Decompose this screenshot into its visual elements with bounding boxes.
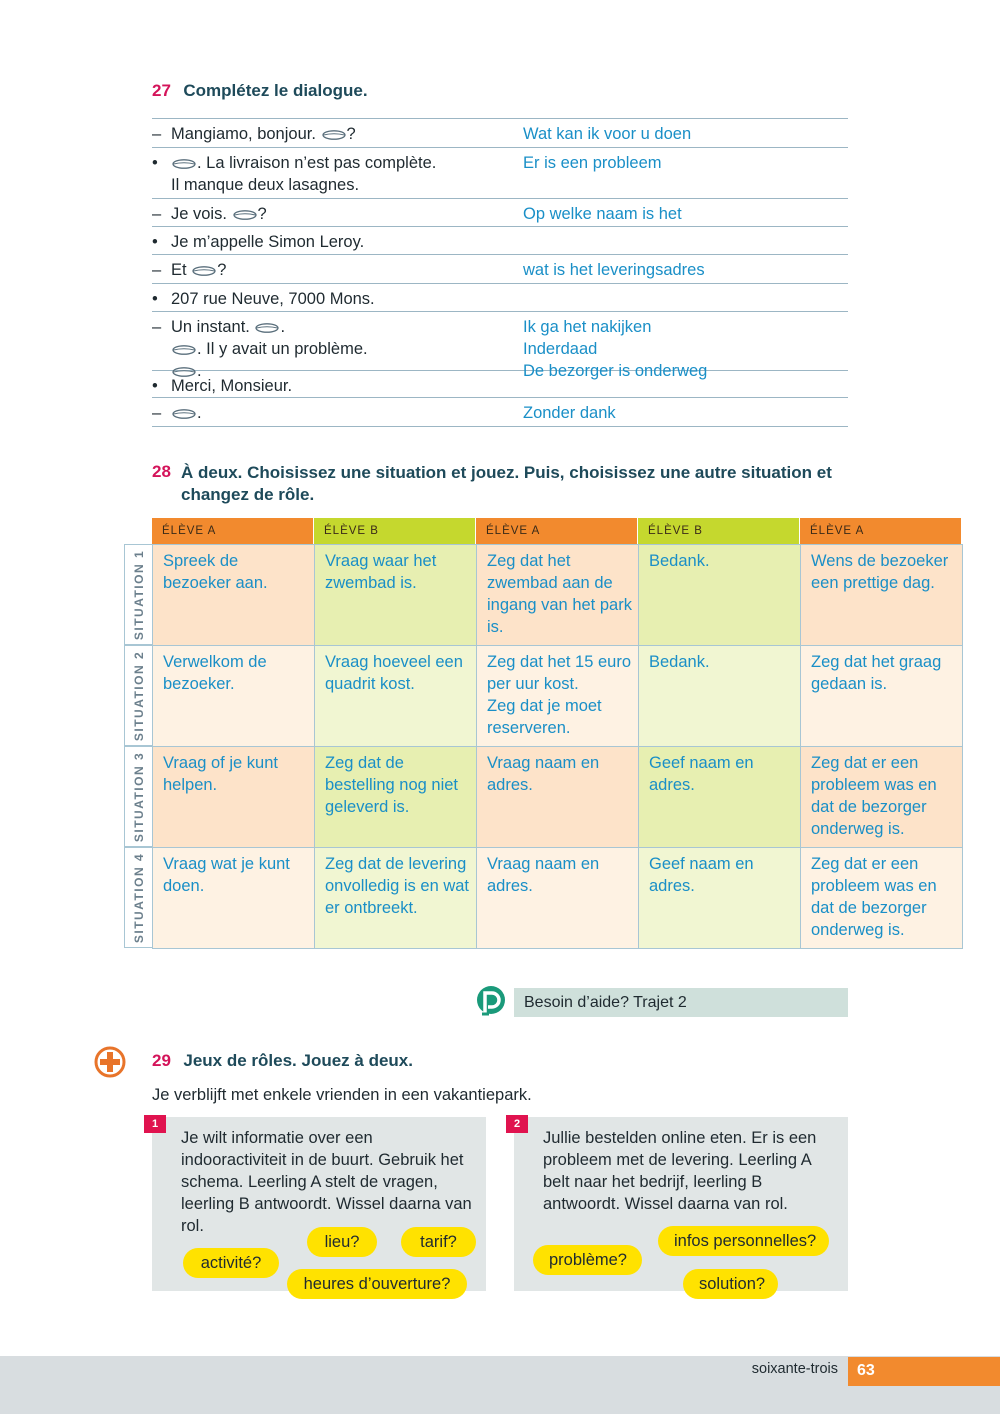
role-cell-text: Zeg dat het 15 euro per uur kost. — [487, 653, 632, 693]
exercise-title-line2: changez de rôle. — [181, 485, 315, 504]
dialogue-table — [152, 118, 848, 427]
dialogue-text: Mangiamo, bonjour. ? — [171, 125, 356, 143]
exercise-28-heading — [152, 462, 852, 506]
situation-label-text: SITUATION 2 — [131, 650, 146, 741]
prompt-bubble: tarif? — [401, 1227, 476, 1257]
role-cell — [152, 847, 315, 949]
column-header: ÉLÈVE B — [314, 518, 476, 544]
dash-marker: – — [152, 125, 162, 143]
dialogue-text: . — [152, 402, 512, 424]
answer-text: Ik ga het nakijken — [523, 318, 652, 336]
situation-label-text: SITUATION 3 — [131, 751, 146, 842]
role-cell — [152, 746, 315, 848]
role-cell — [476, 645, 639, 747]
situation-label-text: SITUATION 4 — [131, 852, 146, 943]
dialogue-text: . — [152, 360, 512, 382]
lips-icon — [322, 130, 346, 140]
page-number-words: soixante-trois — [751, 1361, 838, 1377]
exercise-27-heading — [152, 81, 368, 101]
dialogue-row — [152, 119, 848, 148]
role-cell-text: Zeg dat er een probleem was en dat de bezorger onderweg is. — [811, 754, 937, 838]
dialogue-text: Je m’appelle Simon Leroy. — [171, 233, 365, 251]
box-instructions: Je wilt informatie over een indooractiviteit in de buurt. Gebruik het schema. Leerling A stelt de vragen, leerling B antwoordt. Wissel daarna van rol. — [181, 1129, 472, 1235]
dash-marker: – — [152, 261, 162, 279]
column-header: ÉLÈVE A — [800, 518, 962, 544]
role-cell-text: Zeg dat je moet reserveren. — [487, 697, 602, 737]
role-cell-text: Zeg dat de bestelling nog niet geleverd is. — [325, 754, 459, 816]
role-table — [124, 518, 962, 950]
dialogue-row — [152, 255, 848, 284]
dialogue-line — [152, 152, 512, 196]
role-cell-text: Bedank. — [649, 653, 710, 671]
situation-label — [124, 847, 152, 948]
role-cell-text: Spreek de bezoeker aan. — [163, 552, 268, 592]
role-cell — [638, 746, 801, 848]
p-badge-icon — [474, 985, 508, 1019]
column-header: ÉLÈVE A — [476, 518, 638, 544]
lips-icon — [172, 345, 196, 355]
role-cell — [152, 645, 315, 747]
dialogue-row — [152, 148, 848, 199]
roleplay-box-1 — [152, 1117, 486, 1291]
role-cell-text: Zeg dat het zwembad aan de ingang van het park is. — [487, 552, 632, 636]
box-instructions: Jullie bestelden online eten. Er is een probleem met de levering. Leerling A belt naar het bedrijf, leerling B antwoordt. Wissel daarna van rol. — [543, 1129, 817, 1213]
exercise-intro: Je verblijft met enkele vrienden in een vakantiepark. — [152, 1086, 532, 1104]
role-cell — [314, 746, 477, 848]
dialogue-text: 207 rue Neuve, 7000 Mons. — [171, 290, 375, 308]
exercise-title-line1: À deux. Choisissez une situation et jouez. Puis, choisissez une autre situation et — [181, 463, 832, 482]
dialogue-line — [152, 231, 512, 253]
role-cell-text: Vraag hoeveel een quadrit kost. — [325, 653, 463, 693]
role-cell — [314, 544, 477, 646]
answer-text: Er is een probleem — [523, 154, 662, 172]
lips-icon — [172, 409, 196, 419]
dialogue-line — [152, 259, 512, 281]
role-cell — [152, 544, 315, 646]
dialogue-line — [152, 402, 512, 424]
role-cell — [638, 544, 801, 646]
role-cell-text: Wens de bezoeker een prettige dag. — [811, 552, 949, 592]
role-cell — [314, 847, 477, 949]
dialogue-text: Un instant. . — [171, 318, 286, 336]
prompt-bubble: infos personnelles? — [658, 1226, 829, 1256]
dialogue-answer — [523, 152, 848, 174]
role-cell-text: Verwelkom de bezoeker. — [163, 653, 267, 693]
exercise-number: 27 — [152, 81, 171, 100]
dialogue-text: Il manque deux lasagnes. — [171, 176, 360, 194]
role-cell — [800, 847, 963, 949]
role-cell — [314, 645, 477, 747]
role-cell — [800, 544, 963, 646]
dialogue-line — [152, 203, 512, 225]
prompt-bubble: activité? — [183, 1248, 279, 1278]
dialogue-text: . Il y avait un problème. — [152, 338, 512, 360]
answer-text: De bezorger is onderweg — [523, 362, 708, 380]
prompt-bubble: heures d’ouverture? — [287, 1269, 467, 1299]
role-cell-text: Vraag naam en adres. — [487, 754, 600, 794]
role-cell-text: Vraag of je kunt helpen. — [163, 754, 278, 794]
exercise-number: 29 — [152, 1051, 171, 1070]
box-number: 2 — [506, 1115, 528, 1133]
prompt-bubble: lieu? — [307, 1227, 377, 1257]
lips-icon — [192, 266, 216, 276]
dialogue-row — [152, 398, 848, 427]
lips-icon — [233, 210, 257, 220]
dialogue-row — [152, 227, 848, 255]
dialogue-text: Merci, Monsieur. — [171, 377, 293, 395]
column-header: ÉLÈVE B — [638, 518, 800, 544]
role-cell-text: Geef naam en adres. — [649, 754, 754, 794]
dialogue-text: Je vois. ? — [171, 205, 267, 223]
role-cell-text: Bedank. — [649, 552, 710, 570]
dialogue-row — [152, 284, 848, 312]
bullet-marker: • — [152, 154, 158, 172]
role-cell — [638, 847, 801, 949]
bullet-marker: • — [152, 290, 158, 308]
dialogue-line — [152, 288, 512, 310]
dash-marker: – — [152, 205, 162, 223]
dialogue-row — [152, 371, 848, 398]
bullet-marker: • — [152, 233, 158, 251]
box-number: 1 — [144, 1115, 166, 1133]
dash-marker: – — [152, 404, 162, 422]
dialogue-answer — [523, 123, 848, 145]
role-cell-text: Zeg dat er een probleem was en dat de bezorger onderweg is. — [811, 855, 937, 939]
dialogue-line — [152, 123, 512, 145]
answer-text: Inderdaad — [523, 340, 598, 358]
dialogue-line — [152, 375, 512, 397]
answer-text: Zonder dank — [523, 404, 616, 422]
role-cell-text: Zeg dat het graag gedaan is. — [811, 653, 942, 693]
role-cell — [476, 544, 639, 646]
role-cell-text: Vraag wat je kunt doen. — [163, 855, 290, 895]
roleplay-box-2 — [514, 1117, 848, 1291]
role-cell-text: Zeg dat de levering onvolledig is en wat er ontbreekt. — [325, 855, 470, 917]
situation-label — [124, 746, 152, 847]
dialogue-answer — [523, 259, 848, 281]
lips-icon — [255, 323, 279, 333]
dialogue-text: Et ? — [171, 261, 227, 279]
role-cell-text: Vraag waar het zwembad is. — [325, 552, 437, 592]
role-cell-text: Vraag naam en adres. — [487, 855, 600, 895]
situation-label — [124, 645, 152, 746]
dialogue-row — [152, 312, 848, 380]
plus-icon — [94, 1046, 126, 1078]
role-cell — [638, 645, 801, 747]
answer-text: Op welke naam is het — [523, 205, 682, 223]
exercise-number: 28 — [152, 462, 171, 481]
role-cell-text: Geef naam en adres. — [649, 855, 754, 895]
answer-text: wat is het leveringsadres — [523, 261, 705, 279]
role-cell — [800, 746, 963, 848]
bullet-marker: • — [152, 377, 158, 395]
situation-label — [124, 544, 152, 645]
exercise-29-heading — [152, 1051, 413, 1071]
role-cell — [800, 645, 963, 747]
column-header: ÉLÈVE A — [152, 518, 314, 544]
prompt-bubble: solution? — [683, 1269, 778, 1299]
dash-marker: – — [152, 318, 162, 336]
answer-text: Wat kan ik voor u doen — [523, 125, 692, 143]
situation-label-text: SITUATION 1 — [131, 549, 146, 640]
page-number: 63 — [857, 1362, 875, 1379]
prompt-bubble: problème? — [533, 1245, 642, 1275]
exercise-title: Jeux de rôles. Jouez à deux. — [183, 1051, 413, 1070]
exercise-title: Complétez le dialogue. — [183, 81, 368, 100]
dialogue-text: . La livraison n’est pas complète. — [152, 152, 512, 174]
help-bar[interactable]: Besoin d’aide? Trajet 2 — [514, 988, 848, 1017]
dialogue-answer — [523, 402, 848, 424]
role-cell — [476, 746, 639, 848]
role-cell — [476, 847, 639, 949]
lips-icon — [172, 159, 196, 169]
dialogue-row — [152, 199, 848, 227]
dialogue-answer — [523, 203, 848, 225]
